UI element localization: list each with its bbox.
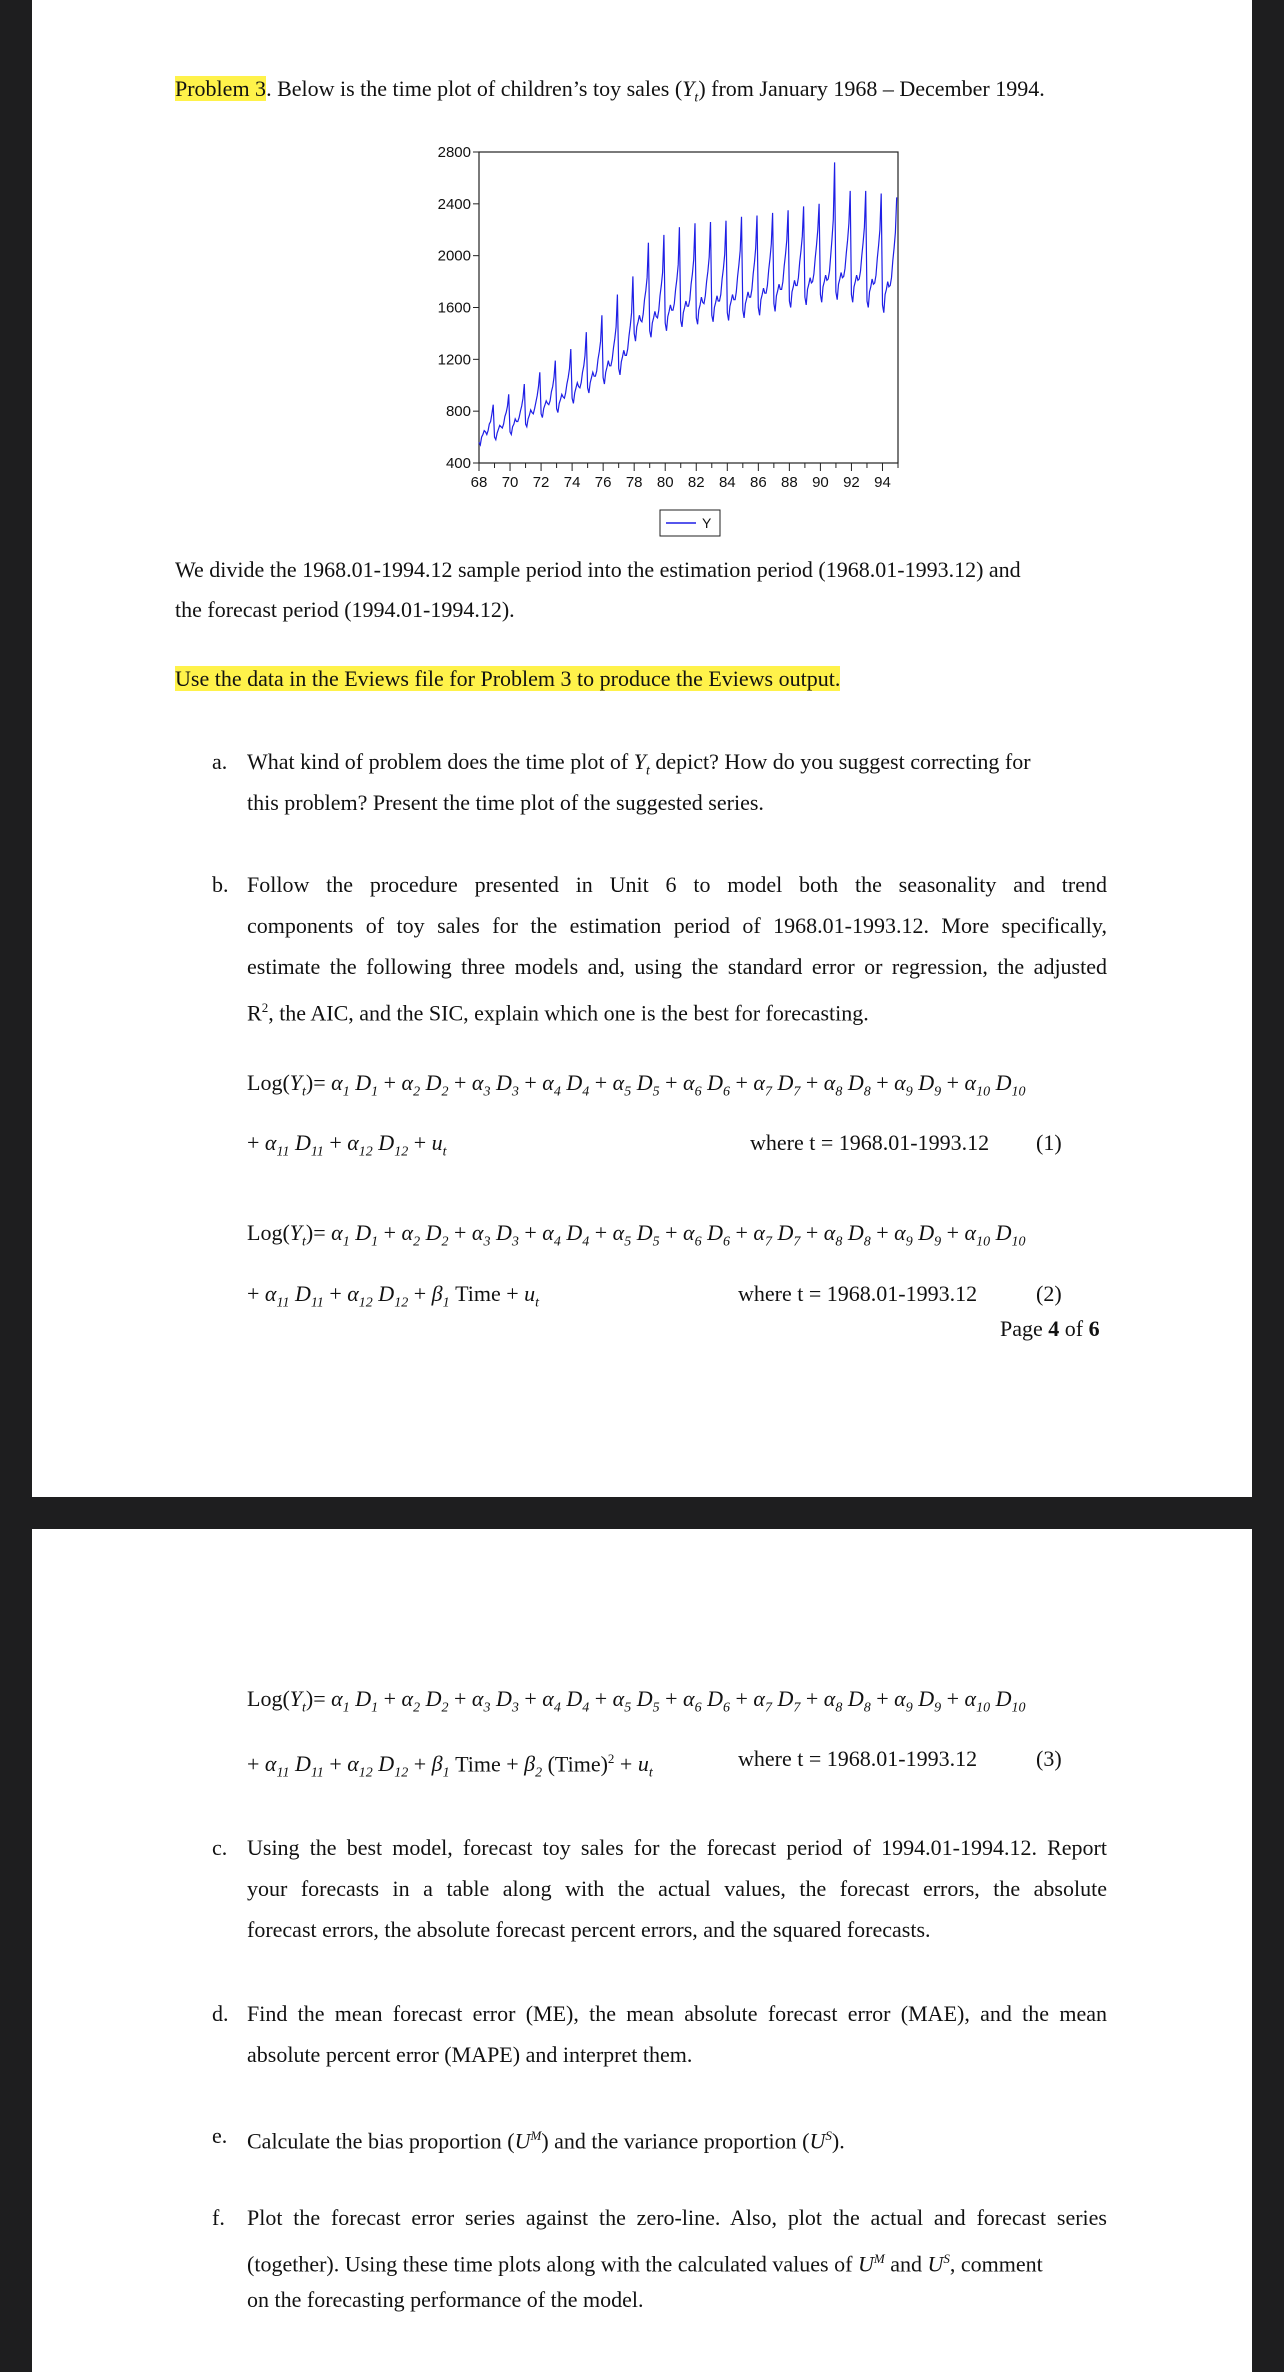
x-tick-label: 86 [749,474,767,491]
model-1-where: where t = 1968.01-1993.12 [750,1130,990,1155]
x-tick-label: 78 [625,474,643,491]
y-tick-label: 1600 [437,299,471,317]
question-a-line-2: this problem? Present the time plot of the suggested series. [247,790,764,815]
legend-label-y: Y [702,515,712,531]
question-b-line-1: Follow the procedure presented in Unit 6 to model both the seasonality and trend [247,872,1107,897]
u-s-superscript: S [825,2128,832,2143]
u-m-symbol: U [857,2251,874,2277]
x-tick-label: 80 [656,474,674,491]
series-y-line [479,162,897,445]
problem-intro: . Below is the time plot of children’s toy sales ( [266,76,683,101]
u-s-superscript: S [943,2251,950,2266]
question-d-line-1: Find the mean forecast error (ME), the mean absolute forecast error (MAE), and the mean [247,2001,1107,2026]
question-c-letter: c. [212,1835,228,1860]
question-e-text-b: ) and the variance proportion ( [541,2128,810,2154]
page-number-total: 6 [1088,1316,1100,1341]
question-a-text-1b: depict? How do you suggest correcting for [649,749,1031,774]
question-a-line-1 [247,747,1031,786]
problem-heading [175,74,1045,113]
model-1-number: (1) [1036,1130,1062,1155]
question-b-line-2: components of toy sales for the estimation period of 1968.01-1993.12. More specifically, [247,913,1107,938]
question-f-text-2 [247,2244,1043,2279]
model-3-equation-line-2: + $\alpha_{11}$ $D_{11} + \alpha_{12}$ $D_{12} + \beta_1$ Time + $\beta_2$ (Time)$^2$ + $u_t$ [247,1751,653,1781]
toy-sales-time-plot [392,132,912,542]
question-f-letter: f. [212,2205,225,2230]
x-axis-ticks [471,463,898,491]
document-page-4 [32,0,1252,1497]
y-subscript: t [646,763,650,779]
y-symbol: Y [633,749,647,774]
question-b-line-3: estimate the following three models and, using the standard error or regression, the adjusted [247,954,1107,979]
question-f-line-2 [247,2244,1107,2279]
question-f-line-3: on the forecasting performance of the model. [247,2287,644,2312]
u-m-symbol: U [514,2128,531,2154]
question-a-letter: a. [212,749,228,774]
y-subscript: t [694,90,699,106]
x-tick-label: 92 [843,474,860,491]
question-e-text-a: Calculate the bias proportion ( [247,2128,515,2154]
r-squared-exponent: 2 [261,1000,269,1015]
divide-text-line-1: We divide the 1968.01-1994.12 sample period into the estimation period (1968.01-1993.12) and [175,557,1021,582]
question-f-text-2a: (together). Using these time plots along with the calculated values of [247,2251,858,2277]
model-3-equation-line-1: $Log(Y_t)= \alpha_1$ $D_1 + \alpha_2$ $D_2 + \alpha_3$ $D_3 + \alpha_4$ $D_4 + \alpha_5$ $D_5 + \alpha_6$ $D_6 + \alpha_7$ $D_7 + \alpha_8$ $D_8 + \alpha_9$ $D_9 + \alpha_{10}$ $D_{10}$ [247,1686,1026,1716]
page-number-current: 4 [1048,1316,1060,1341]
y-symbol: Y [682,76,695,101]
x-tick-label: 94 [874,474,891,491]
model-2-equation-line-2: + $\alpha_{11}$ $D_{11} + \alpha_{12}$ $D_{12} + \beta_1$ Time + $u_t$ [247,1281,540,1311]
question-e-text-c: ). [831,2128,845,2154]
x-tick-label: 88 [781,474,798,491]
y-tick-label: 2400 [437,195,471,213]
eviews-note [175,664,840,694]
model-3-where: where t = 1968.01-1993.12 [738,1746,978,1771]
question-f-text-2c: , comment [949,2251,1043,2277]
model-1-equation-line-2: + $\alpha_{11}$ $D_{11} + \alpha_{12}$ $D_{12} + u_t$ [247,1130,447,1160]
x-tick-label: 76 [594,474,612,491]
u-m-superscript: M [873,2251,885,2266]
model-2-number: (2) [1036,1281,1062,1306]
u-s-symbol: U [927,2251,944,2277]
r-squared-r: R [247,1000,262,1026]
question-c-line-3: forecast errors, the absolute forecast percent errors, and the squared forecasts. [247,1917,931,1942]
question-c-line-2: your forecasts in a table along with the actual values, the forecast errors, the absolute [247,1876,1107,1901]
x-tick-label: 82 [687,474,705,491]
page-footer-prefix: Page [1000,1316,1049,1341]
eviews-note-text: Use the data in the Eviews file for Problem 3 to produce the Eviews output. [175,666,841,691]
divide-text-line-2: the forecast period (1994.01-1994.12). [175,597,515,622]
x-tick-label: 84 [718,474,736,491]
model-2-equation-line-1: $Log(Y_t)= \alpha_1$ $D_1 + \alpha_2$ $D_2 + \alpha_3$ $D_3 + \alpha_4$ $D_4 + \alpha_5$ $D_5 + \alpha_6$ $D_6 + \alpha_7$ $D_7 + \alpha_8$ $D_8 + \alpha_9$ $D_9 + \alpha_{10}$ $D_{10}$ [247,1220,1026,1250]
page-footer-middle: of [1059,1316,1089,1341]
model-1-equation-line-1: $Log(Y_t)= \alpha_1$ $D_1 + \alpha_2$ $D_2 + \alpha_3$ $D_3 + \alpha_4$ $D_4 + \alpha_5$ $D_5 + \alpha_6$ $D_6 + \alpha_7$ $D_7 + \alpha_8$ $D_8 + \alpha_9$ $D_9 + \alpha_{10}$ $D_{10}$ [247,1070,1026,1100]
x-tick-label: 70 [501,474,519,491]
y-tick-label: 2800 [437,144,471,161]
question-f-text-2b: and [884,2251,928,2277]
question-e-letter: e. [212,2123,228,2148]
y-tick-label: 1200 [437,351,471,369]
question-a-text-1a: What kind of problem does the time plot of [247,749,634,774]
x-tick-label: 90 [812,474,829,491]
y-axis-ticks [438,144,479,472]
y-tick-label: 2000 [437,247,471,265]
problem-label: Problem 3 [175,76,267,101]
y-tick-label: 400 [445,455,471,472]
x-tick-label: 72 [532,474,550,491]
u-s-symbol: U [809,2128,826,2154]
question-e-line-1 [247,2121,845,2156]
question-d-letter: d. [212,2001,229,2026]
question-b-letter: b. [212,872,229,897]
x-tick-label: 68 [470,474,488,491]
question-b-line-4 [247,993,869,1028]
page-footer [1000,1314,1100,1344]
x-tick-label: 74 [563,474,581,491]
problem-intro-end: ) from January 1968 – December 1994. [698,76,1045,101]
y-tick-label: 800 [445,403,471,421]
question-b-text-4b: , the AIC, and the SIC, explain which one is the best for forecasting. [268,1000,869,1026]
question-c-line-1: Using the best model, forecast toy sales for the forecast period of 1994.01-1994.12. Report [247,1835,1107,1860]
question-d-line-2: absolute percent error (MAPE) and interpret them. [247,2042,693,2067]
u-m-superscript: M [530,2128,542,2143]
question-f-line-1: Plot the forecast error series against the zero-line. Also, plot the actual and forecast series [247,2205,1107,2230]
chart-legend [660,510,720,536]
model-3-number: (3) [1036,1746,1062,1771]
model-2-where: where t = 1968.01-1993.12 [738,1281,978,1306]
document-page-5 [32,1529,1252,2372]
